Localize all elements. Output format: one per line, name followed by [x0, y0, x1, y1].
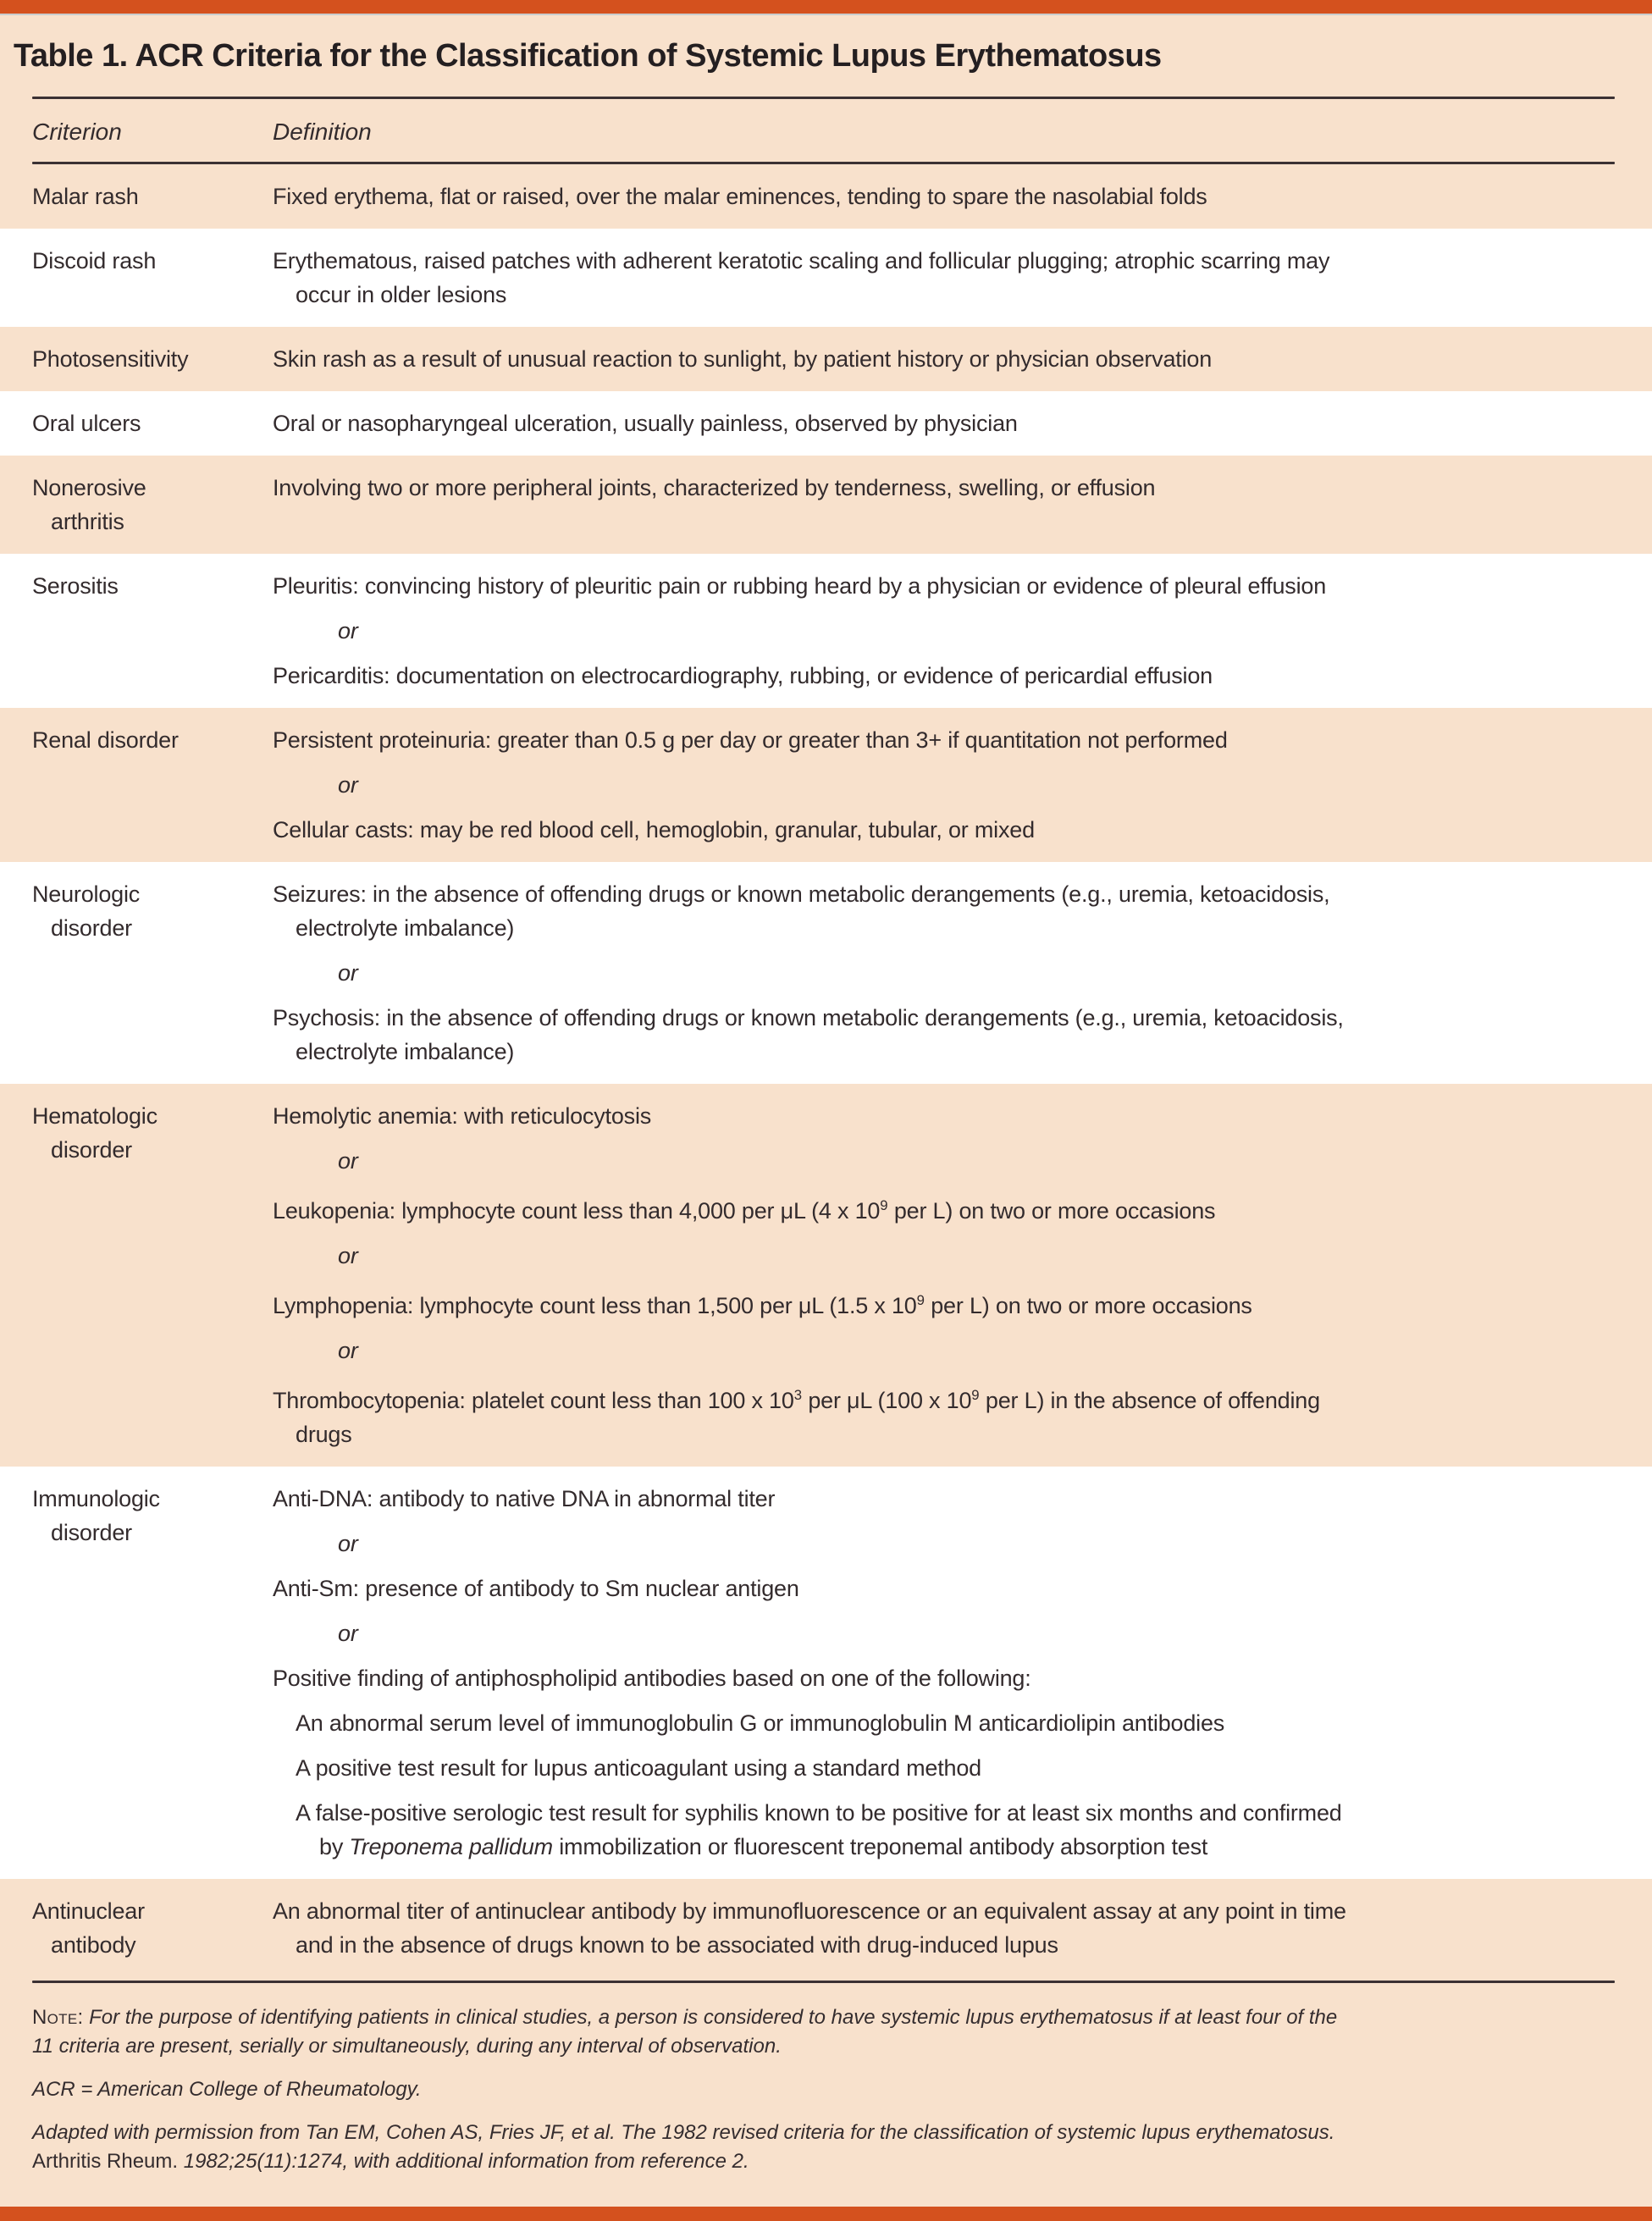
- or-connector: or: [338, 1148, 358, 1174]
- footnote-line: ACR = American College of Rheumatology.: [32, 2078, 422, 2101]
- definition-line: Fixed erythema, flat or raised, over the malar eminences, tending to spare the nasolabial folds: [273, 184, 1207, 209]
- criterion-cell: [32, 723, 273, 847]
- criterion-label: Discoid rash: [32, 248, 157, 273]
- definition-line: A positive test result for lupus anticoagulant using a standard method: [296, 1755, 982, 1781]
- definition-cell: [273, 180, 1615, 213]
- definition-line: by Treponema pallidum immobilization or fluorescent treponemal antibody absorption test: [319, 1834, 1208, 1859]
- definition-line: Positive finding of antiphospholipid antibodies based on one of the following:: [273, 1666, 1031, 1691]
- footnotes: [32, 2003, 1615, 2176]
- definition-line: Lymphopenia: lymphocyte count less than 1,500 per μL (1.5 x $10^9$ per L) on two or more occasions: [273, 1292, 1252, 1318]
- accent-bar-bottom: [0, 2207, 1652, 2221]
- footnote-line: 11 criteria are present, serially or simultaneously, during any interval of observation.: [32, 2035, 782, 2058]
- table-row: [0, 456, 1652, 554]
- definition-line: Oral or nasopharyngeal ulceration, usually painless, observed by physician: [273, 411, 1018, 436]
- criterion-cell: [32, 877, 273, 1069]
- criterion-cell: [32, 1482, 273, 1864]
- criterion-label: Nonerosive: [32, 475, 146, 500]
- criterion-label: disorder: [51, 1137, 132, 1163]
- table-row: [0, 554, 1652, 708]
- table-row: [0, 229, 1652, 327]
- criterion-label: Hematologic: [32, 1103, 157, 1129]
- criterion-label: Malar rash: [32, 184, 139, 209]
- accent-bar-top: [0, 0, 1652, 15]
- criterion-cell: [32, 1099, 273, 1451]
- criterion-label: Serositis: [32, 573, 119, 599]
- definition-line: Anti-DNA: antibody to native DNA in abnormal titer: [273, 1486, 776, 1511]
- definition-line: An abnormal serum level of immunoglobulin G or immunoglobulin M anticardiolipin antibodies: [296, 1710, 1225, 1736]
- definition-line: Erythematous, raised patches with adherent keratotic scaling and follicular plugging; atrophic scarring may: [273, 248, 1330, 273]
- or-connector: or: [338, 1621, 358, 1646]
- definition-cell: [273, 406, 1615, 440]
- or-connector: or: [338, 1243, 358, 1268]
- or-connector: or: [338, 1338, 358, 1363]
- criterion-label: antibody: [51, 1932, 136, 1958]
- definition-line: Seizures: in the absence of offending drugs or known metabolic derangements (e.g., uremia, ketoacidosis,: [273, 881, 1330, 907]
- definition-cell: [273, 877, 1615, 1069]
- criterion-label: Oral ulcers: [32, 411, 141, 436]
- definition-line: Cellular casts: may be red blood cell, hemoglobin, granular, tubular, or mixed: [273, 817, 1035, 843]
- definition-line: Involving two or more peripheral joints, characterized by tenderness, swelling, or effusion: [273, 475, 1156, 500]
- table-row: [0, 862, 1652, 1084]
- definition-line: Thrombocytopenia: platelet count less than 100 x $10^3$ per μL (100 x $10^9$ per L) in the absence of offending: [273, 1387, 1320, 1413]
- definition-line: Skin rash as a result of unusual reaction to sunlight, by patient history or physician observation: [273, 346, 1213, 372]
- or-connector: or: [338, 618, 358, 644]
- definition-line: and in the absence of drugs known to be associated with drug-induced lupus: [296, 1932, 1058, 1958]
- criterion-label: Antinuclear: [32, 1898, 145, 1924]
- definition-line: electrolyte imbalance): [296, 1039, 515, 1064]
- table-row: [0, 164, 1652, 229]
- column-header-criterion: Criterion: [32, 119, 122, 145]
- criterion-cell: [32, 244, 273, 312]
- table-title: Table 1. ACR Criteria for the Classification of Systemic Lupus Erythematosus: [14, 38, 1162, 74]
- table-figure: [0, 15, 1652, 2207]
- criterion-label: Renal disorder: [32, 727, 179, 753]
- definition-line: Pleuritis: convincing history of pleuritic pain or rubbing heard by a physician or evidence of pleural effusion: [273, 573, 1327, 599]
- table-header-row: [32, 116, 1615, 148]
- definition-cell: [273, 1894, 1615, 1962]
- criterion-cell: [32, 342, 273, 376]
- definition-cell: [273, 569, 1615, 693]
- criterion-cell: [32, 180, 273, 213]
- table-row: [0, 1084, 1652, 1467]
- definition-line: Pericarditis: documentation on electrocardiography, rubbing, or evidence of pericardial effusion: [273, 663, 1213, 688]
- criterion-cell: [32, 1894, 273, 1962]
- table-row: [0, 708, 1652, 862]
- definition-line: A false-positive serologic test result for syphilis known to be positive for at least six months and confirmed: [296, 1800, 1342, 1826]
- footnote-line: Arthritis Rheum. 1982;25(11):1274, with additional information from reference 2.: [32, 2150, 749, 2173]
- table-row: [0, 327, 1652, 391]
- definition-cell: [273, 244, 1615, 312]
- definition-cell: [273, 471, 1615, 539]
- definition-line: occur in older lesions: [296, 282, 507, 307]
- criterion-label: disorder: [51, 915, 132, 941]
- definition-line: Persistent proteinuria: greater than 0.5 g per day or greater than 3+ if quantitation not performed: [273, 727, 1228, 753]
- table-row: [0, 1879, 1652, 1977]
- definition-line: drugs: [296, 1422, 352, 1447]
- criterion-label: Immunologic: [32, 1486, 160, 1511]
- rule-above-notes: [32, 1981, 1615, 1983]
- rule-under-title: [32, 97, 1615, 99]
- definition-cell: [273, 1099, 1615, 1451]
- footnote: [32, 2003, 1615, 2061]
- criterion-label: disorder: [51, 1520, 132, 1545]
- definition-line: Psychosis: in the absence of offending drugs or known metabolic derangements (e.g., uremia, ketoacidosis,: [273, 1005, 1344, 1030]
- or-connector: or: [338, 960, 358, 986]
- column-header-definition: Definition: [273, 119, 372, 145]
- table-body: [0, 164, 1652, 1977]
- footnote: [32, 2119, 1615, 2176]
- definition-line: Hemolytic anemia: with reticulocytosis: [273, 1103, 652, 1129]
- criterion-cell: [32, 569, 273, 693]
- or-connector: or: [338, 772, 358, 798]
- or-connector: or: [338, 1531, 358, 1556]
- criterion-label: arthritis: [51, 509, 124, 534]
- footnote: [32, 2075, 1615, 2104]
- criterion-label: Photosensitivity: [32, 346, 189, 372]
- table-row: [0, 1467, 1652, 1879]
- table-row: [0, 391, 1652, 456]
- criterion-label: Neurologic: [32, 881, 141, 907]
- criterion-cell: [32, 471, 273, 539]
- criterion-cell: [32, 406, 273, 440]
- footnote-line: Adapted with permission from Tan EM, Cohen AS, Fries JF, et al. The 1982 revised criteria for the classification of systemic lupus erythematosus.: [32, 2121, 1335, 2144]
- definition-line: Anti-Sm: presence of antibody to Sm nuclear antigen: [273, 1576, 799, 1601]
- definition-cell: [273, 342, 1615, 376]
- definition-cell: [273, 723, 1615, 847]
- definition-line: electrolyte imbalance): [296, 915, 515, 941]
- footnote-line: Note: For the purpose of identifying patients in clinical studies, a person is considered to have systemic lupus erythematosus if at least four of the: [32, 2006, 1338, 2029]
- definition-cell: [273, 1482, 1615, 1864]
- definition-line: An abnormal titer of antinuclear antibody by immunofluorescence or an equivalent assay at any point in time: [273, 1898, 1346, 1924]
- definition-line: Leukopenia: lymphocyte count less than 4,000 per μL (4 x $10^9$ per L) on two or more occasions: [273, 1197, 1216, 1224]
